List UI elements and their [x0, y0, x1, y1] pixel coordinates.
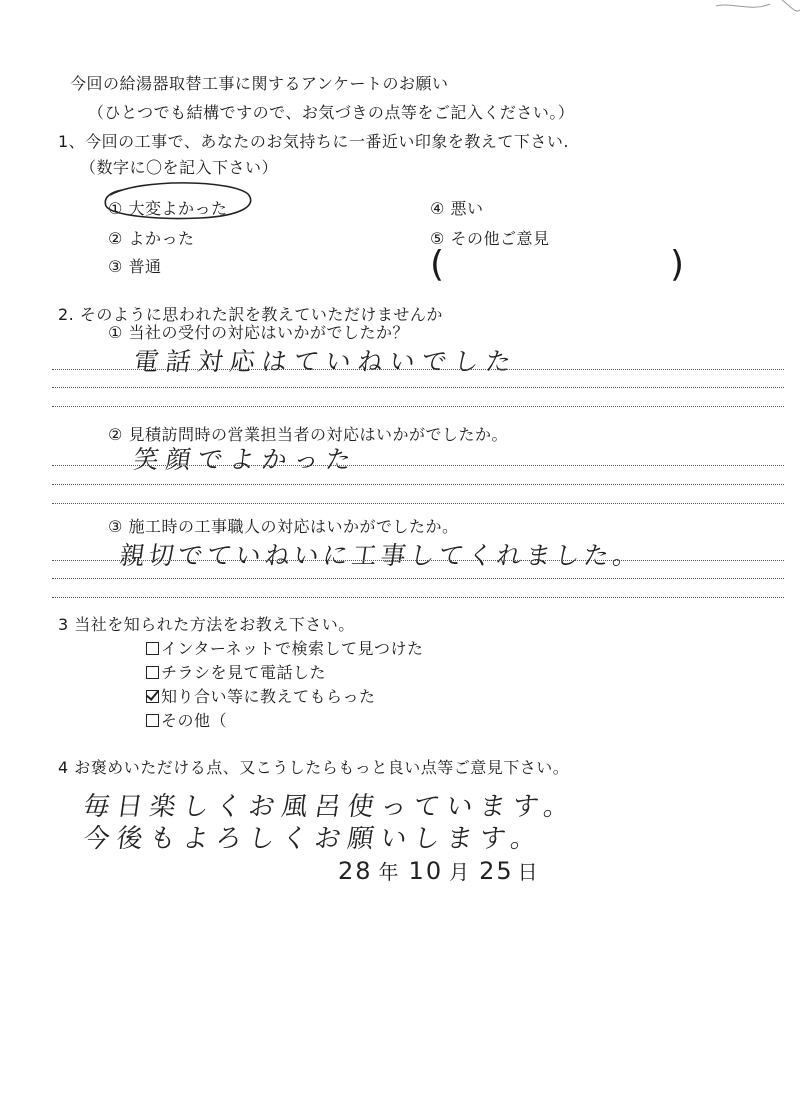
item-number: ②: [108, 425, 123, 444]
option-number: ④: [430, 199, 445, 218]
item-text: 見積訪問時の営業担当者の対応はいかがでしたか。: [128, 425, 508, 444]
date-month-unit: 月: [449, 860, 470, 884]
option-label: 悪い: [450, 199, 484, 218]
date-month-value: 10: [408, 857, 444, 885]
item-text: 施工時の工事職人の対応はいかがでしたか。: [128, 517, 459, 536]
option-label: その他（: [161, 711, 228, 730]
selection-circle: [105, 183, 250, 219]
option-label: 大変よかった: [128, 199, 228, 218]
q2-item-3-answer: 親切でていねいに工事してくれました。: [117, 541, 644, 570]
q1-question: 1、今回の工事で、あなたのお気持ちに一番近い印象を教えて下さい.: [58, 132, 569, 151]
date-year-value: 28: [338, 857, 373, 885]
option-label: その他ご意見: [450, 229, 550, 248]
option-label: インターネットで検索して見つけた: [161, 639, 424, 658]
q3-question: 3 当社を知られた方法をお教え下さい。: [58, 615, 355, 634]
survey-subtitle: （ひとつでも結構ですので、お気づきの点等をご記入ください。）: [88, 103, 575, 122]
other-close-paren: ): [670, 244, 685, 285]
option-number: ②: [108, 229, 123, 248]
q2-item-2-answer: 笑顔でよかった: [131, 445, 360, 474]
q2-item-1-answer: 電話対応はていねいでした: [131, 347, 520, 376]
date-day-unit: 日: [517, 860, 538, 884]
option-number: ①: [108, 199, 123, 218]
q1-instruction: （数字に〇を記入下さい）: [80, 158, 279, 177]
item-text: 当社の受付の対応はいかがでしたか？: [128, 323, 409, 342]
date-day-value: 25: [479, 857, 514, 885]
corner-scribble: [716, 0, 800, 11]
other-open-paren: (: [430, 244, 445, 285]
q4-answer-line-2: 今後もよろしくお願いします。: [81, 824, 546, 854]
survey-title: 今回の給湯器取替工事に関するアンケートのお願い: [70, 74, 449, 93]
q4-answer-line-1: 毎日楽しくお風呂使っています。: [81, 792, 579, 822]
option-label: 知り合い等に教えてもらった: [161, 687, 376, 706]
q2-question: 2. そのように思われた訳を教えていただけませんか: [58, 305, 443, 324]
item-number: ①: [108, 323, 123, 342]
option-number: ⑤: [430, 229, 445, 248]
option-label: チラシを見て電話した: [161, 663, 327, 682]
date-year-unit: 年: [378, 860, 399, 884]
q4-question: 4 お褒めいただける点、又こうしたらもっと良い点等ご意見下さい。: [58, 758, 570, 777]
option-label: 普通: [128, 257, 162, 276]
option-number: ③: [108, 257, 123, 276]
option-label: よかった: [128, 229, 195, 248]
item-number: ③: [108, 517, 123, 536]
